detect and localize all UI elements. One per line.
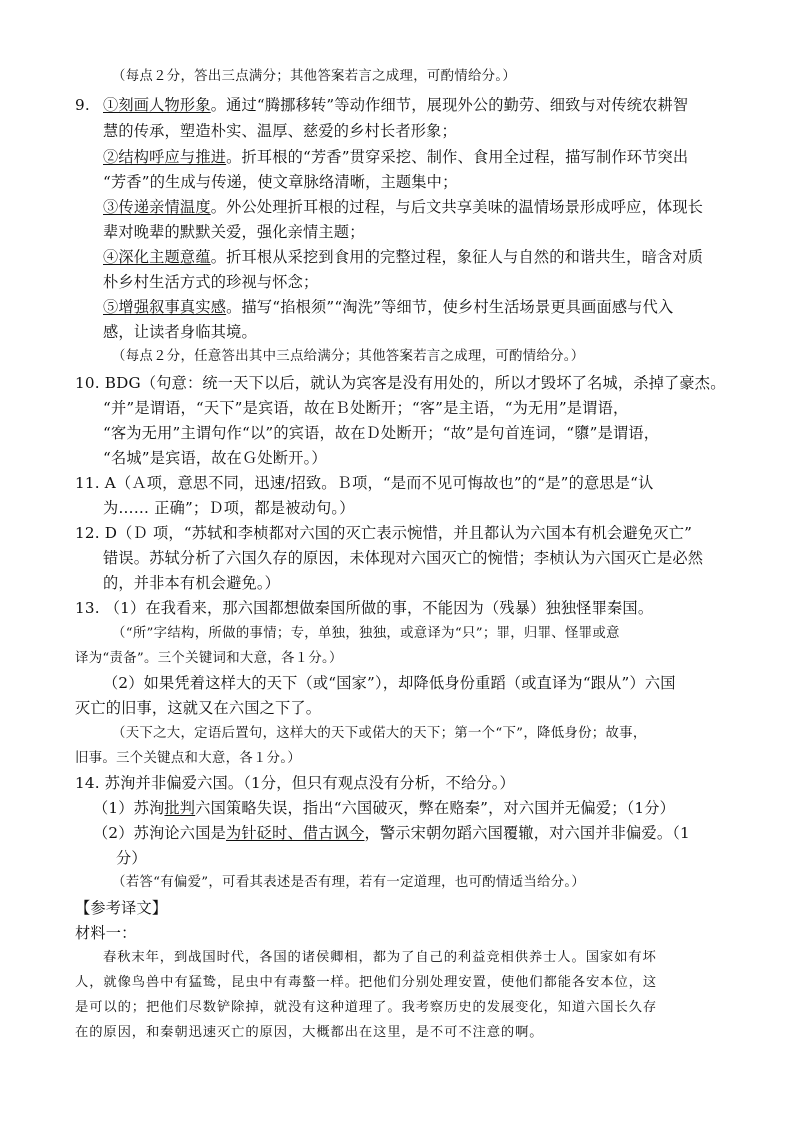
q10-line-2: “并”是谓语，“天下”是宾语，故在Ｂ处断开；“客”是主语，“为无用”是谓语， [103,399,629,417]
q9-point-2-key: ②结构呼应与推进 [103,148,227,166]
q13-answer-2b: 灭亡的旧事，这就又在六国之下了。 [75,699,322,717]
translation-line-1: 春秋末年，到战国时代，各国的诸侯卿相，都为了自己的利益竞相供养士人。国家如有坏 [103,950,657,965]
q11-line-2: 为…… 正确”；Ｄ项，都是被动句。） [103,499,355,517]
q9-point-1-text: 。通过“腾挪移转”等动作细节，展现外公的勤劳、细致与对传统农耕智 [210,96,689,114]
q14-answer-1-text: 六国策略失误，指出“六国破灭，弊在赂秦”，对六国并无偏爱；（1分） [195,799,676,817]
q9-point-1-cont: 慧的传承，塑造朴实、温厚、慈爱的乡村长者形象； [103,122,457,140]
q12-line-2: 错误。苏轼分析了六国久存的原因，未体现对六国灭亡的惋惜；李桢认为六国灭亡是必然 [103,549,704,567]
translation-heading: 【参考译文】 [75,899,168,917]
q14-answer-2-key: 为针砭时、借古讽今 [225,824,365,842]
q9-point-4 [103,250,703,265]
translation-line-2: 人，就像鸟兽中有猛鸷，昆虫中有毒螯一样。把他们分别处理安置，使他们都能各安本位，这 [75,975,658,990]
q9-point-4-key: ④深化主题意蕴 [103,248,211,266]
q9-point-4-cont: 朴乡村生活方式的珍视与怀念； [103,273,319,291]
q12-line-3: 的，并非本有机会避免。） [103,574,281,592]
q9-scoring-note: （每点２分，任意答出其中三点给满分；其他答案若言之成理，可酌情给分。） [112,349,585,364]
q14-answer-2 [93,826,690,841]
q9-point-2-text: 。折耳根的“芳香”贯穿采挖、制作、食用全过程，描写制作环节突出 [226,148,689,166]
translation-line-3: 是可以的；把他们尽数铲除掉，就没有这种道理了。我考察历史的发展变化，知道六国长久存 [75,1000,658,1015]
q13-note-2a: （天下之大，定语后置句，这样大的天下或偌大的天下；第一个“下”，降低身份；故事， [112,726,647,741]
q9-point-2 [103,150,688,165]
q14-answer-1 [93,801,675,816]
q9-point-5-cont: 感，让读者身临其境。 [103,323,257,341]
q9-point-4-text: 。折耳根从采挖到食用的完整过程，象征人与自然的和谐共生，暗含对质 [210,248,704,266]
q11-line-1: 11. A（Ａ项，意思不同，迅速/招致。Ｂ项，“是而不见可悔故也”的“是”的意思是“认 [75,474,654,492]
q9-number: 9. [75,96,90,114]
q9-point-2-cont: “芳香”的生成与传递，使文章脉络清晰，主题集中； [103,173,458,191]
q10-line-1: 10. BDG（句意：统一天下以后，就认为宾客是没有用处的，所以才毁坏了名城，杀掉了豪杰。 [75,374,726,392]
q9-point-3 [103,200,703,215]
q12-line-1: 12. D（Ｄ 项，“苏轼和李桢都对六国的灭亡表示惋惜，并且都认为六国本有机会避免灭亡” [75,524,693,542]
q14-answer-1-key: 批判 [164,799,196,817]
q9-point-1-key: ①刻画人物形象 [103,96,211,114]
q13-answer-1: 13. （1）在我看来，那六国都想做秦国所做的事，不能因为（残暴）独独怪罪秦国。 [75,599,654,617]
q8-scoring-note: （每点２分，答出三点满分；其他答案若言之成理，可酌情给分。） [112,69,517,84]
q14-line-1: 14. 苏洵并非偏爱六国。（1分，但只有观点没有分析，不给分。） [75,774,515,792]
q14-answer-2-cont: 分） [116,849,147,867]
q10-line-3: “客为无用”主谓句作“以”的宾语，故在Ｄ处断开；“故”是句首连词，“隳”是谓语， [103,424,660,442]
q9-point-3-key: ③传递亲情温度 [103,198,211,216]
q9-point-5-key: ⑤增强叙事真实感 [103,298,227,316]
q9-point-1 [103,98,688,113]
q14-answer-2-prefix: （2）苏洵论六国是 [93,824,226,842]
q14-answer-1-prefix: （1）苏洵 [93,799,165,817]
material-1-label: 材料一： [75,924,137,942]
q10-line-4: “名城”是宾语，故在Ｇ处断开。） [103,449,327,467]
q9-point-3-text: 。外公处理折耳根的过程，与后文共享美味的温情场景形成呼应，体现长 [210,198,704,216]
q13-note-2b: 旧事。三个关键点和大意，各１分。） [75,751,302,766]
translation-line-4: 在的原因，和秦朝迅速灭亡的原因，大概都出在这里，是不可不注意的啊。 [75,1025,544,1040]
q13-answer-2a: （2）如果凭着这样大的天下（或“国家”），却降低身份重蹈（或直译为“跟从”）六国 [103,674,676,692]
q14-answer-2-text: ，警示宋朝勿蹈六国覆辙，对六国并非偏爱。（1 [364,824,690,842]
q9-point-3-cont: 辈对晚辈的默默关爱，强化亲情主题； [103,223,365,241]
q13-note-1a: （“所”字结构，所做的事情；专，单独，独独，或意译为“只”；罪，归罪、怪罪或意 [112,626,620,641]
q13-note-1b: 译为“责备”。三个关键词和大意，各１分。） [75,651,343,666]
q9-point-5-text: 。描写“掐根须”“淘洗”等细节，使乡村生活场景更具画面感与代入 [226,298,674,316]
q9-point-5 [103,300,673,315]
q14-scoring-note: （若答“有偏爱”，可看其表述是否有理，若有一定道理，也可酌情适当给分。） [112,875,586,890]
